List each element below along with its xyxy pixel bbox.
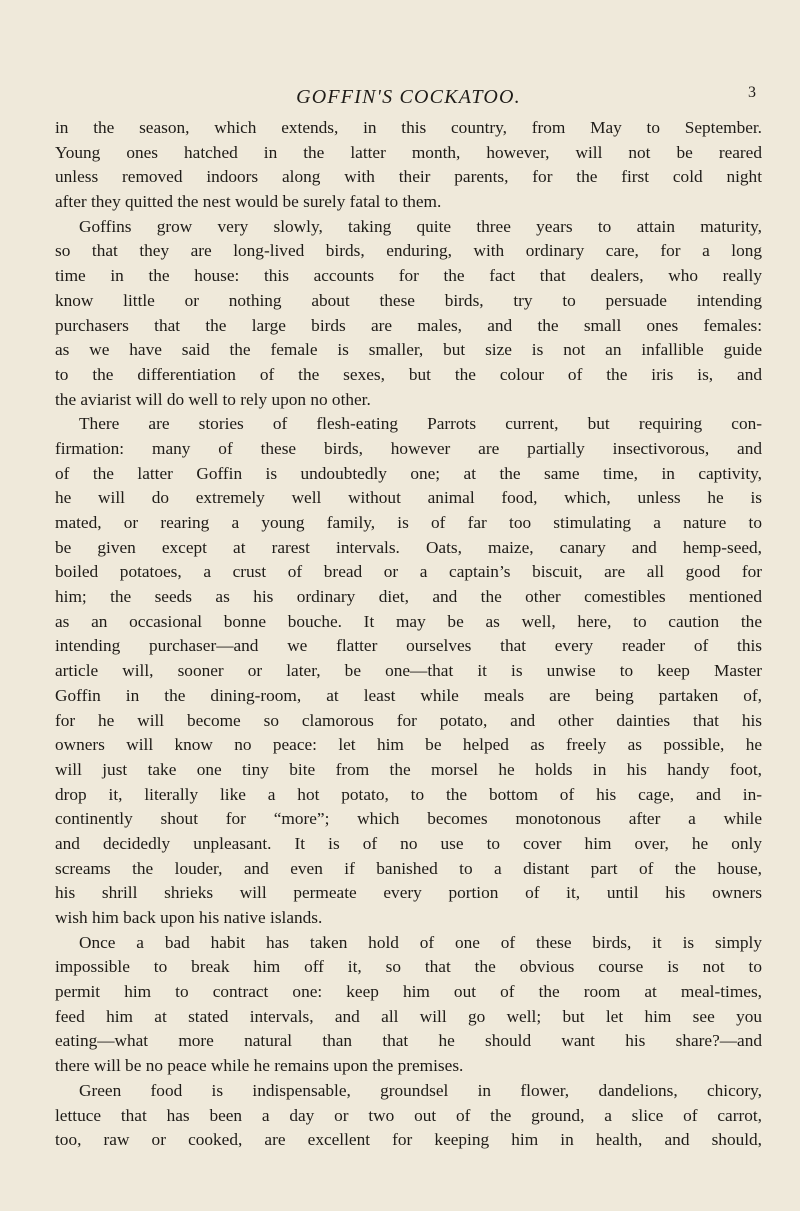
text-line: drop it, literally like a hot potato, to the bottom of his cage, and in-: [55, 784, 762, 804]
text-line: of the latter Goffin is undoubtedly one; at the same time, in captivity,: [55, 463, 762, 483]
text-line: firmation: many of these birds, however are partially insectivorous, and: [55, 438, 762, 458]
page-header: [55, 86, 762, 116]
text-line: purchasers that the large birds are males, and the small ones females:: [55, 315, 762, 335]
text-line: Goffins grow very slowly, taking quite three years to attain maturity,: [79, 216, 762, 236]
text-line: screams the louder, and even if banished to a distant part of the house,: [55, 858, 762, 878]
text-line: to the differentiation of the sexes, but the colour of the iris is, and: [55, 364, 762, 384]
text-line: mated, or rearing a young family, is of far too stimulating a nature to: [55, 513, 762, 532]
text-line: too, raw or cooked, are excellent for keeping him in health, and should,: [55, 1130, 762, 1150]
text-line: Young ones hatched in the latter month, however, will not be reared: [55, 142, 762, 162]
text-line: in the season, which extends, in this country, from May to September.: [55, 118, 762, 137]
page-number: 3: [748, 84, 756, 101]
text-line: impossible to break him off it, so that the obvious course is not to: [55, 957, 762, 977]
text-line: as an occasional bonne bouche. It may be as well, here, to caution the: [55, 611, 762, 631]
text-line: owners will know no peace: let him be helped as freely as possible, he: [55, 735, 762, 755]
text-line: his shrill shrieks will permeate every portion of it, until his owners: [55, 883, 762, 903]
text-line: eating—what more natural than that he should want his share?—and: [55, 1031, 762, 1051]
text-line: intending purchaser—and we flatter ourselves that every reader of this: [55, 636, 762, 656]
text-line: Once a bad habit has taken hold of one of these birds, it is simply: [79, 932, 762, 952]
running-head: GOFFIN'S COCKATOO.: [296, 86, 521, 108]
text-line: lettuce that has been a day or two out of the ground, a slice of carrot,: [55, 1105, 762, 1125]
text-line: the aviarist will do well to rely upon no other.: [55, 389, 371, 409]
text-line: wish him back upon his native islands.: [55, 908, 323, 927]
text-line: boiled potatoes, a crust of bread or a captain’s biscuit, are all good for: [55, 562, 762, 582]
text-line: there will be no peace while he remains upon the premises.: [55, 1056, 464, 1076]
text-line: so that they are long-lived birds, enduring, with ordinary care, for a long: [55, 241, 762, 261]
text-line: know little or nothing about these birds, try to persuade intending: [55, 290, 762, 310]
text-line: There are stories of flesh-eating Parrots current, but requiring con-: [79, 414, 762, 434]
text-line: be given except at rarest intervals. Oats, maize, canary and hemp-seed,: [55, 537, 762, 557]
text-line: unless removed indoors along with their parents, for the first cold night: [55, 167, 762, 187]
text-line: time in the house: this accounts for the fact that dealers, who really: [55, 266, 762, 286]
text-line: article will, sooner or later, be one—that it is unwise to keep Master: [55, 661, 762, 681]
text-line: he will do extremely well without animal food, which, unless he is: [55, 488, 762, 508]
text-line: for he will become so clamorous for potato, and other dainties that his: [55, 710, 762, 730]
text-line: Green food is indispensable, groundsel in flower, dandelions, chicory,: [79, 1080, 762, 1100]
text-line: permit him to contract one: keep him out of the room at meal-times,: [55, 982, 762, 1002]
text-line: feed him at stated intervals, and all will go well; but let him see you: [55, 1006, 762, 1026]
text-line: after they quitted the nest would be surely fatal to them.: [55, 192, 442, 212]
text-line: Goffin in the dining-room, at least while meals are being partaken of,: [55, 685, 762, 705]
text-line: and decidedly unpleasant. It is of no use to cover him over, he only: [55, 833, 762, 853]
body-text: [55, 116, 762, 1153]
text-line: continently shout for “more”; which becomes monotonous after a while: [55, 809, 762, 829]
text-line: him; the seeds as his ordinary diet, and the other comestibles mentioned: [55, 587, 762, 607]
text-line: will just take one tiny bite from the morsel he holds in his handy foot,: [55, 759, 762, 779]
text-line: as we have said the female is smaller, but size is not an infallible guide: [55, 340, 762, 360]
